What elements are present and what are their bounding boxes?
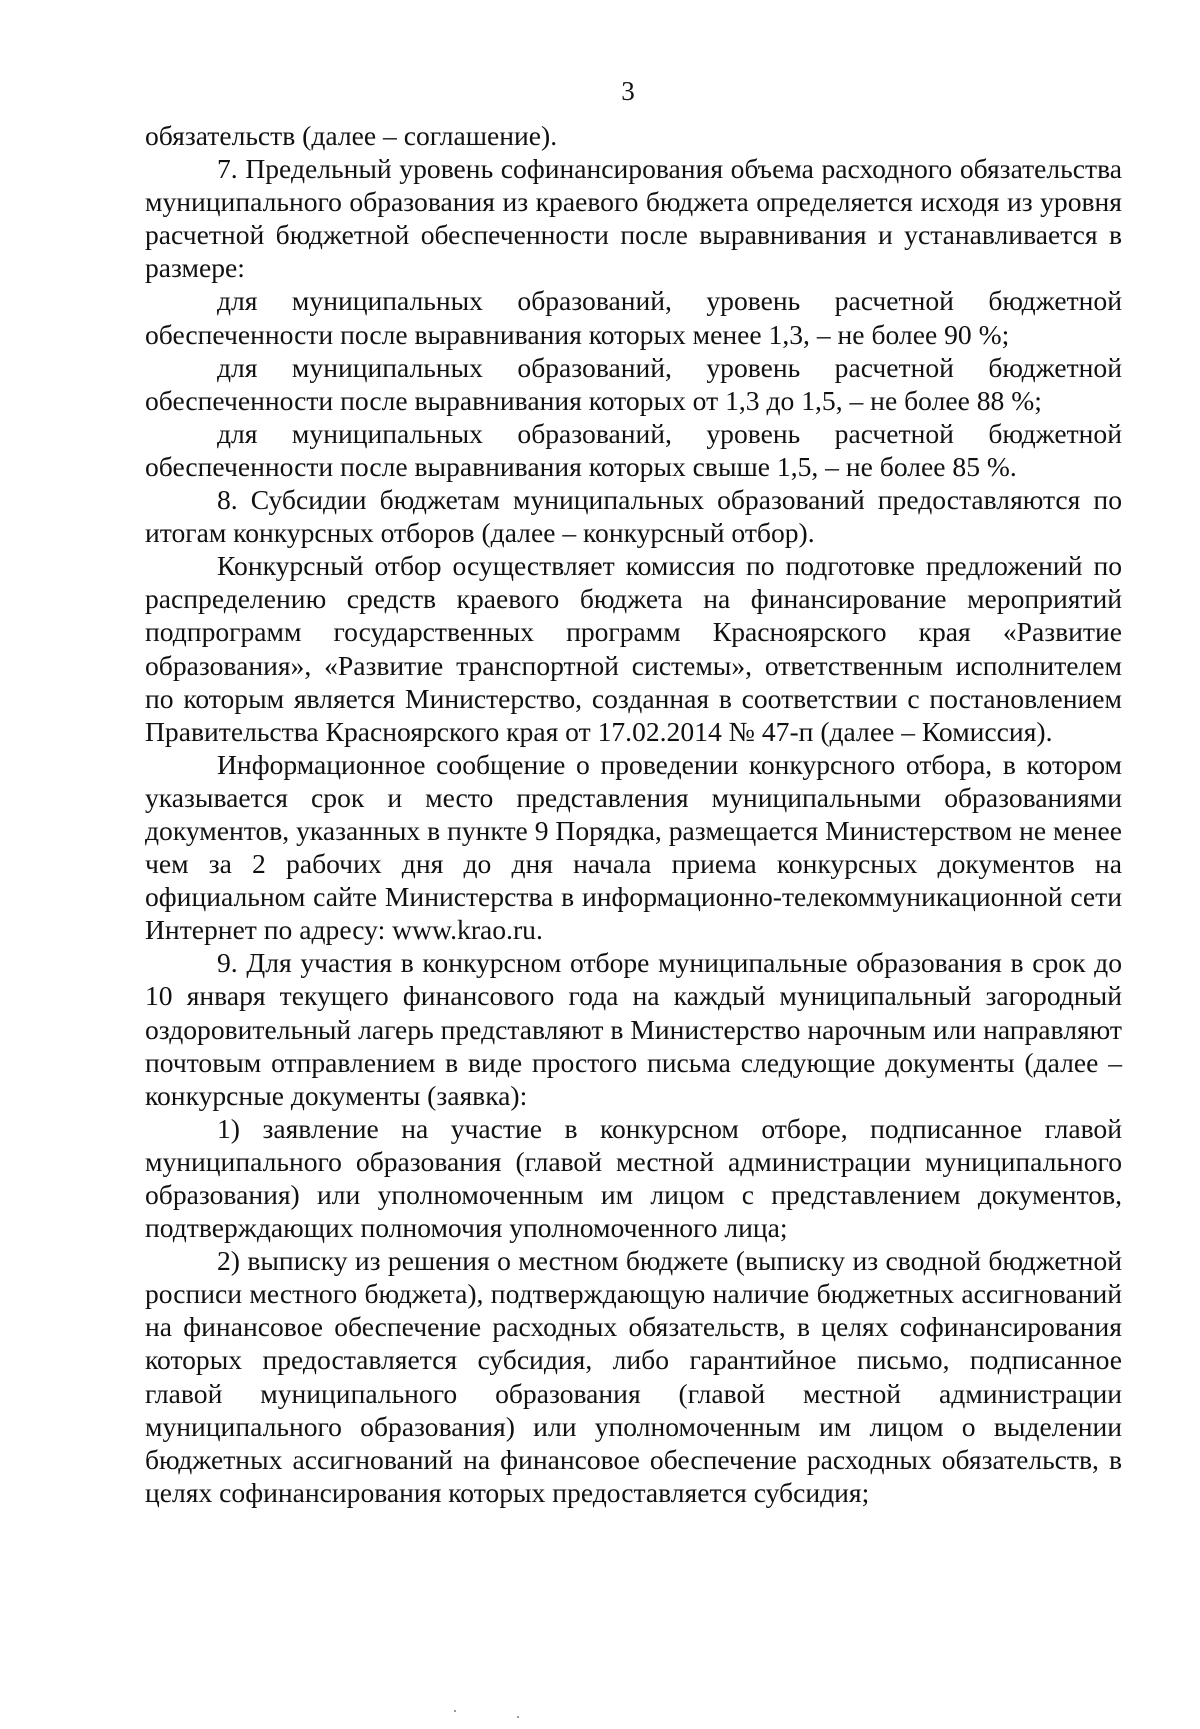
text-line: бюджетной росписи местного бюджета), подтверждающую наличие xyxy=(145,1245,1122,1310)
text-line: в информационно-телекоммуникационной сети Интернет по адресу: xyxy=(145,881,1122,946)
scan-speck xyxy=(517,1716,519,1718)
text-line: по итогам конкурсных отборов (далее – конкурсный отбор). xyxy=(145,484,1122,549)
text-line: для муниципальных образований, уровень расчетной бюджетной xyxy=(217,285,1122,317)
text-line: (далее – Комиссия). xyxy=(820,715,1053,747)
text-line: в целях софинансирования которых предоставляется субсидия, либо xyxy=(145,1311,1122,1376)
text-line: по распределению средств краевого бюджета на финансирование мероприятий xyxy=(145,550,1123,615)
text-line: Министерством не менее чем за 2 рабочих дня до дня начала приема xyxy=(145,814,1122,880)
scan-speck xyxy=(454,1710,456,1712)
text-line: для муниципальных образований, уровень расчетной бюджетной xyxy=(217,351,1122,383)
text-line: по которым является Министерство, созданная в соответствии xyxy=(145,682,898,714)
paragraph-item-7-case-c xyxy=(145,417,1122,483)
page-number: 3 xyxy=(621,76,635,106)
document-body xyxy=(145,119,1122,1509)
website-link-text: www.krao.ru. xyxy=(392,914,543,946)
text-line: обязательств (далее – соглашение). xyxy=(145,120,558,151)
text-line: устанавливается в размере: xyxy=(145,219,1123,284)
paragraph-continuation xyxy=(145,119,1122,152)
paragraph-item-7-case-a xyxy=(145,284,1122,350)
text-line: гарантийное письмо, подписанное главой муниципального образования (главой xyxy=(145,1344,1122,1409)
text-line: обязательства муниципального образования из краевого бюджета определяется xyxy=(145,153,1122,218)
text-line: образования», «Развитие транспортной системы», ответственным исполнителем xyxy=(145,649,1122,681)
paragraph-commission xyxy=(145,549,1122,748)
text-line: Информационное сообщение о проведении конкурсного отбора, xyxy=(217,748,993,780)
text-line: документы (далее – конкурсные документы (заявка): xyxy=(145,1046,1123,1111)
text-line: 1) заявление на участие в конкурсном отборе, подписанное главой xyxy=(217,1112,1122,1144)
text-line: 2) выписку из решения о местном бюджете (выписку из сводной xyxy=(217,1245,981,1277)
text-line: в котором указывается срок и место представления муниципальными xyxy=(145,748,1122,813)
text-line: конкурсных документов на официальном сайте Министерства xyxy=(145,848,1122,913)
text-line: обеспеченности после выравнивания которых свыше 1,5, – не более 85 %. xyxy=(145,450,1017,482)
paragraph-info-message xyxy=(145,748,1122,947)
paragraph-item-7 xyxy=(145,152,1122,284)
text-line: или направляют почтовым отправлением в виде простого письма следующие xyxy=(145,1013,1122,1078)
text-line: им лицом о выделении бюджетных ассигнований на финансовое обеспечение xyxy=(145,1410,1123,1475)
paragraph-item-7-case-b xyxy=(145,351,1122,417)
text-line: в срок до 10 января текущего финансового года на каждый муниципальный xyxy=(145,947,1122,1012)
text-line: муниципального образования (главой местной администрации муниципального xyxy=(145,1145,1122,1177)
paragraph-item-9-1 xyxy=(145,1112,1122,1244)
text-line: 7. Предельный уровень софинансирования объема расходного xyxy=(217,153,953,185)
text-line: Конкурсный отбор осуществляет комиссия по подготовке предложений xyxy=(217,550,1083,582)
text-line: 8. Субсидии бюджетам муниципальных образований предоставляются xyxy=(217,484,1081,516)
text-line: местной администрации муниципального образования) или уполномоченным xyxy=(145,1377,1122,1442)
text-line: подпрограмм государственных программ Красноярского края «Развитие xyxy=(145,616,1122,648)
paragraph-item-9-2 xyxy=(145,1244,1122,1509)
text-line: образованиями документов, указанных в пункте 9 Порядка, размещается xyxy=(145,781,1122,846)
text-line: субсидия; xyxy=(753,1476,870,1508)
text-line: обеспеченности после выравнивания которых менее 1,3, – не более 90 %; xyxy=(145,318,1010,350)
text-line: исходя из уровня расчетной бюджетной обеспеченности после выравнивания и xyxy=(145,186,1122,251)
paragraph-item-9 xyxy=(145,946,1122,1111)
text-line: для муниципальных образований, уровень расчетной бюджетной xyxy=(217,417,1122,449)
text-line: бюджетных ассигнований на финансовое обеспечение расходных обязательств, xyxy=(145,1278,1122,1343)
text-line: обеспеченности после выравнивания которых от 1,3 до 1,5, – не более 88 %; xyxy=(145,384,1042,416)
text-line: с постановлением Правительства Красноярского края от 17.02.2014 № 47-п xyxy=(145,682,1123,747)
text-line: расходных обязательств, в целях софинансирования которых предоставляется xyxy=(145,1443,1122,1508)
text-line: загородный оздоровительный лагерь представляют в Министерство нарочным xyxy=(145,980,1122,1045)
paragraph-item-8 xyxy=(145,483,1122,549)
text-line: 9. Для участия в конкурсном отборе муниципальные образования xyxy=(217,947,1002,979)
text-line: образования) или уполномоченным им лицом с представлением документов, xyxy=(145,1179,1122,1210)
text-line: подтверждающих полномочия уполномоченного лица; xyxy=(145,1212,788,1244)
